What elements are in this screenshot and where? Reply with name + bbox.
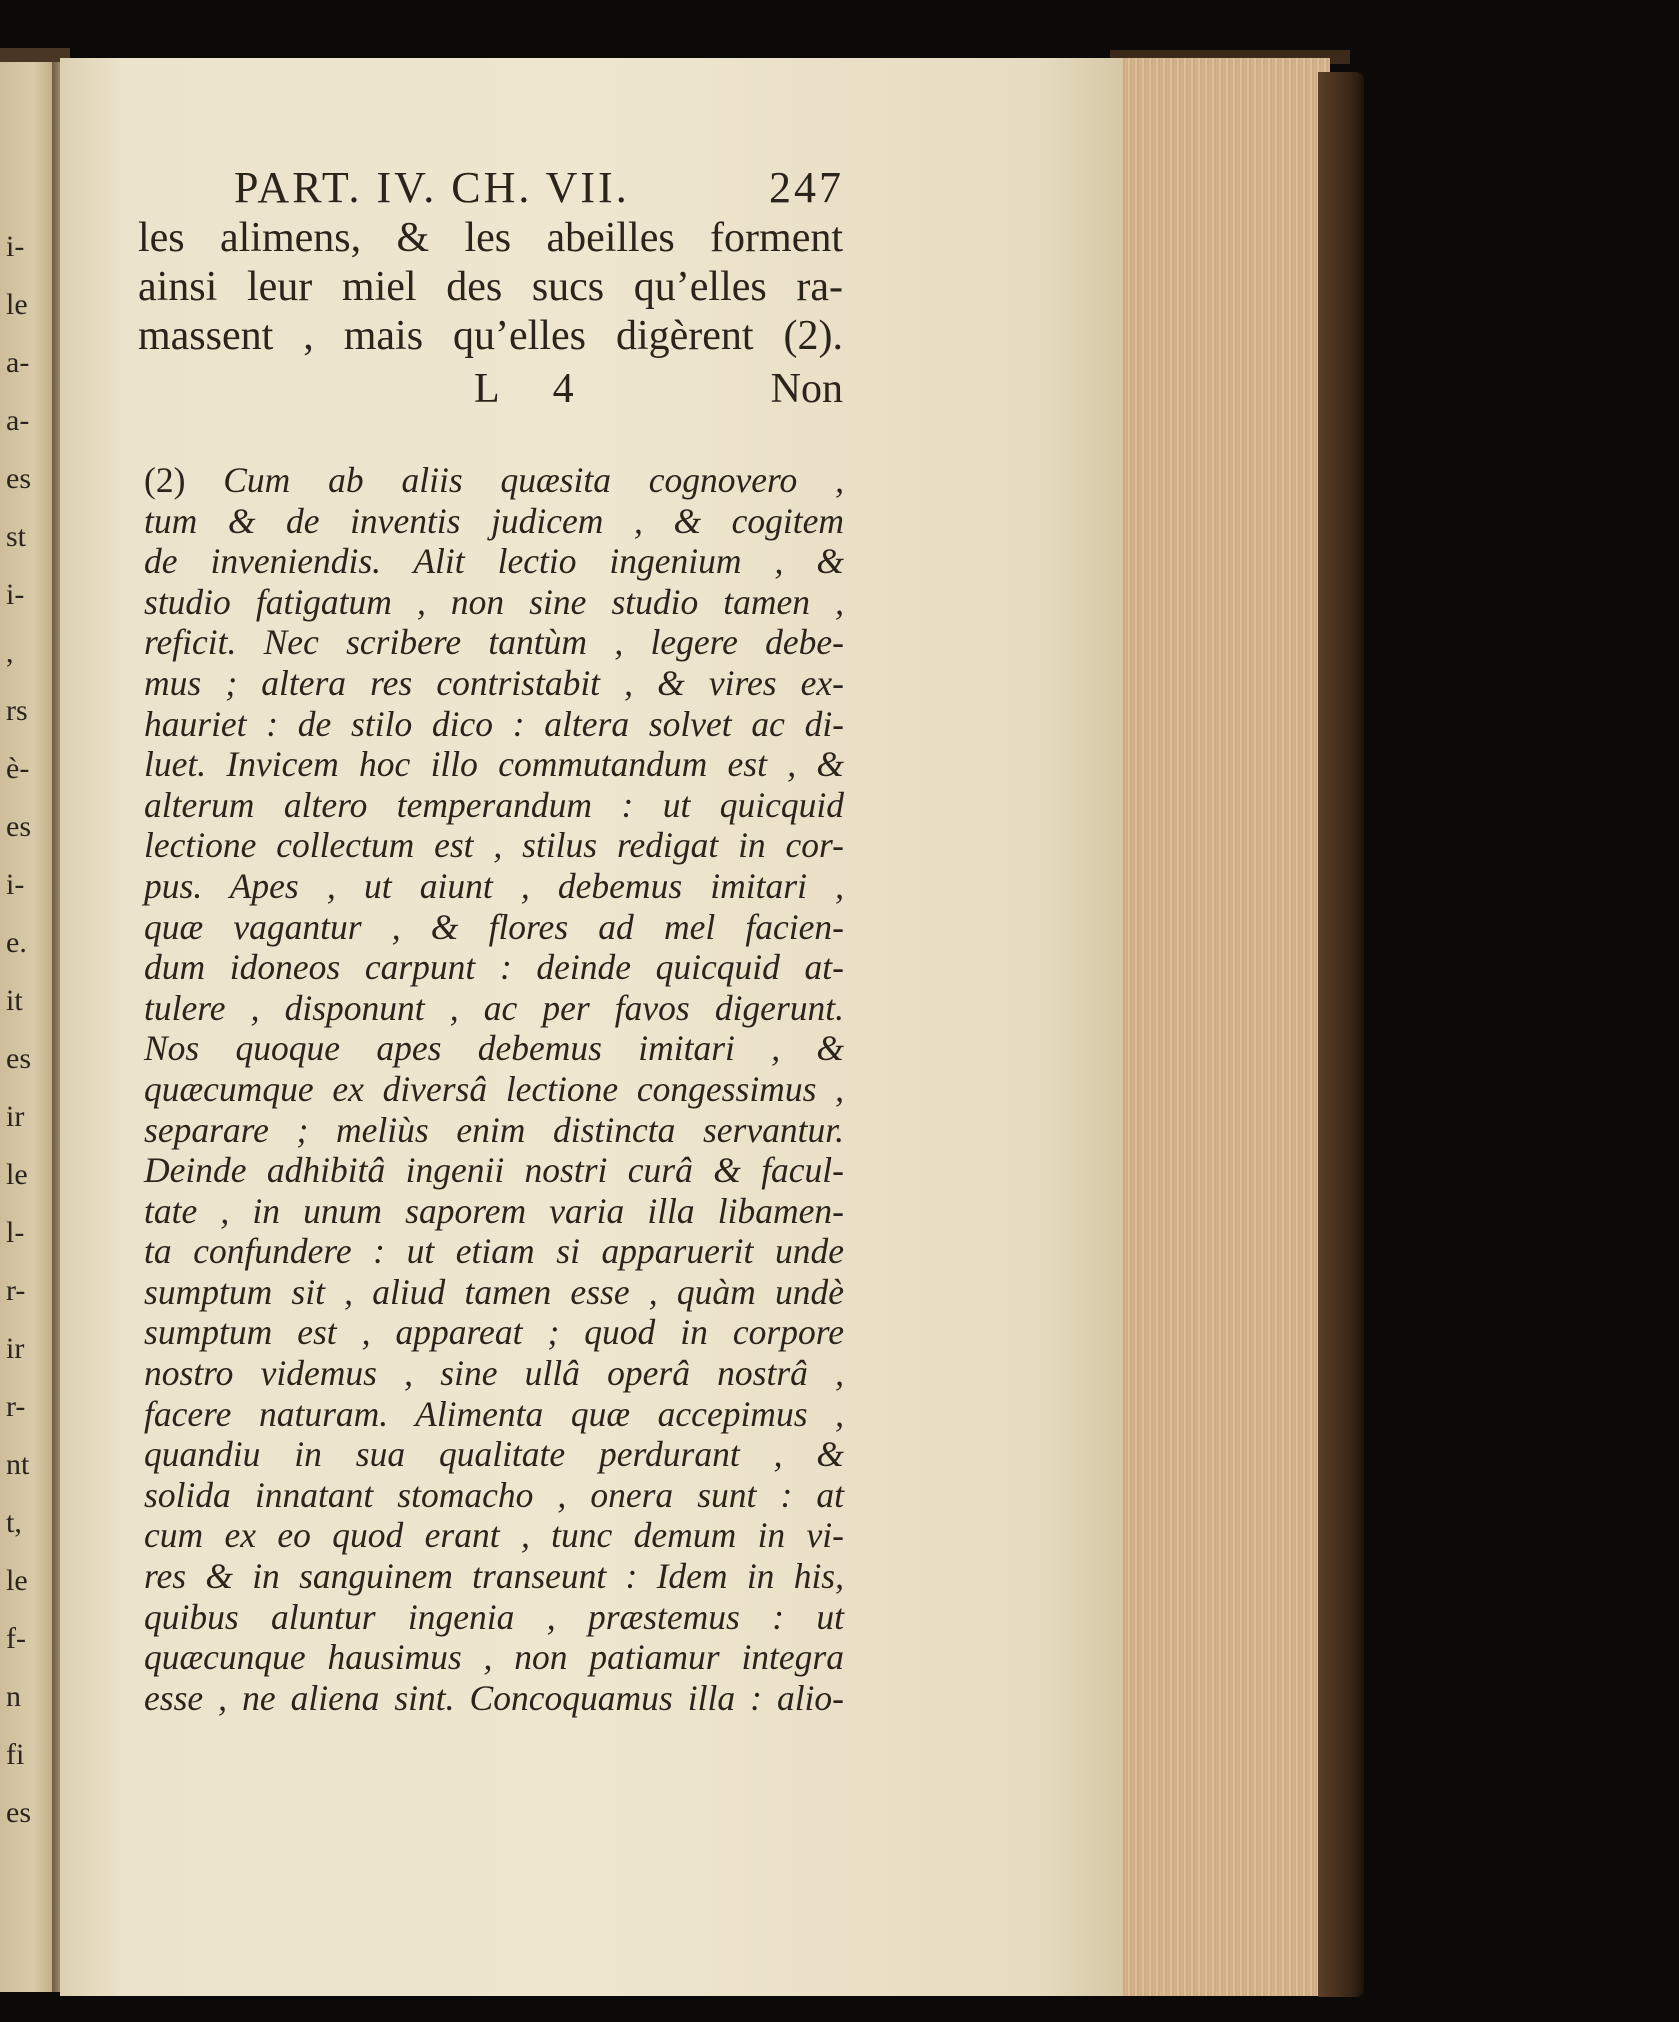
signature-mark: L 4 [474, 366, 596, 412]
left-page-fragment: f- [6, 1622, 26, 1655]
footnote-line: studio fatigatum , non sine studio tamen , [144, 581, 844, 622]
text-line: ainsi leur miel des sucs qu’elles ra- [138, 264, 843, 310]
left-page-fragment: r- [6, 1390, 26, 1423]
footnote-line: tum & de inventis judicem , & cogitem [144, 500, 844, 541]
footnote-line: solida innatant stomacho , onera sunt : at [144, 1474, 844, 1515]
left-page-fragment: es [6, 810, 31, 843]
footnote-line: mus ; altera res contristabit , & vires ex- [144, 662, 844, 703]
left-page-fragment: es [6, 1042, 31, 1075]
footnote-line: nostro videmus , sine ullâ operâ nostrâ , [144, 1353, 844, 1394]
left-page-fragment: i- [6, 230, 25, 263]
left-page-fragment: st [6, 520, 27, 553]
left-page-fragment: i- [6, 578, 25, 611]
footnote-line: facere naturam. Alimenta quæ accepimus , [144, 1393, 844, 1434]
left-page-fragment: le [6, 1564, 28, 1597]
footnote-line: de inveniendis. Alit lectio ingenium , & [144, 541, 844, 582]
running-head: PART. IV. CH. VII. [234, 163, 630, 212]
footnote-line: dum idoneos carpunt : deinde quicquid at- [144, 947, 844, 988]
left-page-fragment: fi [6, 1738, 25, 1771]
footnote-line: esse , ne aliena sint. Concoquamus illa : alio- [144, 1677, 844, 1718]
left-page-fragment: i- [6, 868, 25, 901]
footnote-line: luet. Invicem hoc illo commutandum est , & [144, 744, 844, 785]
footnote-line: sumptum sit , aliud tamen esse , quàm undè [144, 1271, 844, 1312]
text-line: massent , mais qu’elles digèrent (2). [138, 313, 843, 359]
left-page-fragment: , [6, 636, 14, 669]
left-page-fragment: le [6, 1158, 28, 1191]
footnote-line: sumptum est , appareat ; quod in corpore [144, 1312, 844, 1353]
left-page-fragment: è- [6, 752, 30, 785]
footnote-line: res & in sanguinem transeunt : Idem in his, [144, 1556, 844, 1597]
left-page-fragment: a- [6, 404, 30, 437]
left-page-fragment: ir [6, 1100, 25, 1133]
footnote-line: pus. Apes , ut aiunt , debemus imitari , [144, 865, 844, 906]
left-page-fragment: r- [6, 1274, 26, 1307]
left-page-fragment: n [6, 1680, 21, 1713]
footnote-line: Deinde adhibitâ ingenii nostri curâ & facul- [144, 1150, 844, 1191]
footnote-line: Nos quoque apes debemus imitari , & [144, 1028, 844, 1069]
page-number: 247 [769, 163, 844, 212]
left-page-fragment: ir [6, 1332, 25, 1365]
page-block-edges [1110, 58, 1330, 1996]
left-page-fragment: t, [6, 1506, 22, 1539]
footnote-line: cum ex eo quod erant , tunc demum in vi- [144, 1515, 844, 1556]
footnote-line: lectione collectum est , stilus redigat in cor- [144, 825, 844, 866]
footnote-line-text: Cum ab aliis quæsita cognovero , [223, 460, 844, 500]
footnote-marker: (2) [144, 460, 186, 500]
footnote-line: quandiu in sua qualitate perdurant , & [144, 1434, 844, 1475]
left-page-fragment: rs [6, 694, 28, 727]
left-page-fragment: l- [6, 1216, 25, 1249]
footnote-line: quæcunque hausimus , non patiamur integra [144, 1637, 844, 1678]
signature-line [138, 365, 843, 417]
main-text [138, 214, 843, 361]
footnote-line: quibus aluntur ingenia , præstemus : ut [144, 1596, 844, 1637]
page-header [234, 162, 844, 214]
text-line: les alimens, & les abeilles forment [138, 215, 843, 261]
footnote-line: quæ vagantur , & flores ad mel facien- [144, 906, 844, 947]
left-page-fragment: a- [6, 346, 30, 379]
catchword: Non [770, 366, 843, 412]
left-page-fragment: es [6, 1796, 31, 1829]
left-page-fragment: it [6, 984, 23, 1017]
back-cover-edge [1318, 72, 1364, 1997]
footnote-line: ta confundere : ut etiam si apparuerit unde [144, 1231, 844, 1272]
footnote-line: alterum altero temperandum : ut quicquid [144, 784, 844, 825]
left-page-fragment: es [6, 462, 31, 495]
footnote-line: reficit. Nec scribere tantùm , legere debe- [144, 622, 844, 663]
footnote-line: separare ; meliùs enim distincta servantur. [144, 1109, 844, 1150]
footnote-line: tulere , disponunt , ac per favos digerunt. [144, 987, 844, 1028]
left-page-fragment: le [6, 288, 28, 321]
footnote-line: hauriet : de stilo dico : altera solvet ac di- [144, 703, 844, 744]
footnote-line: tate , in unum saporem varia illa libamen- [144, 1190, 844, 1231]
footnote [144, 460, 844, 1718]
left-page-fragment: e. [6, 926, 27, 959]
footnote-line [144, 460, 844, 501]
footnote-line: quæcumque ex diversâ lectione congessimus , [144, 1068, 844, 1109]
left-page-fragment: nt [6, 1448, 30, 1481]
